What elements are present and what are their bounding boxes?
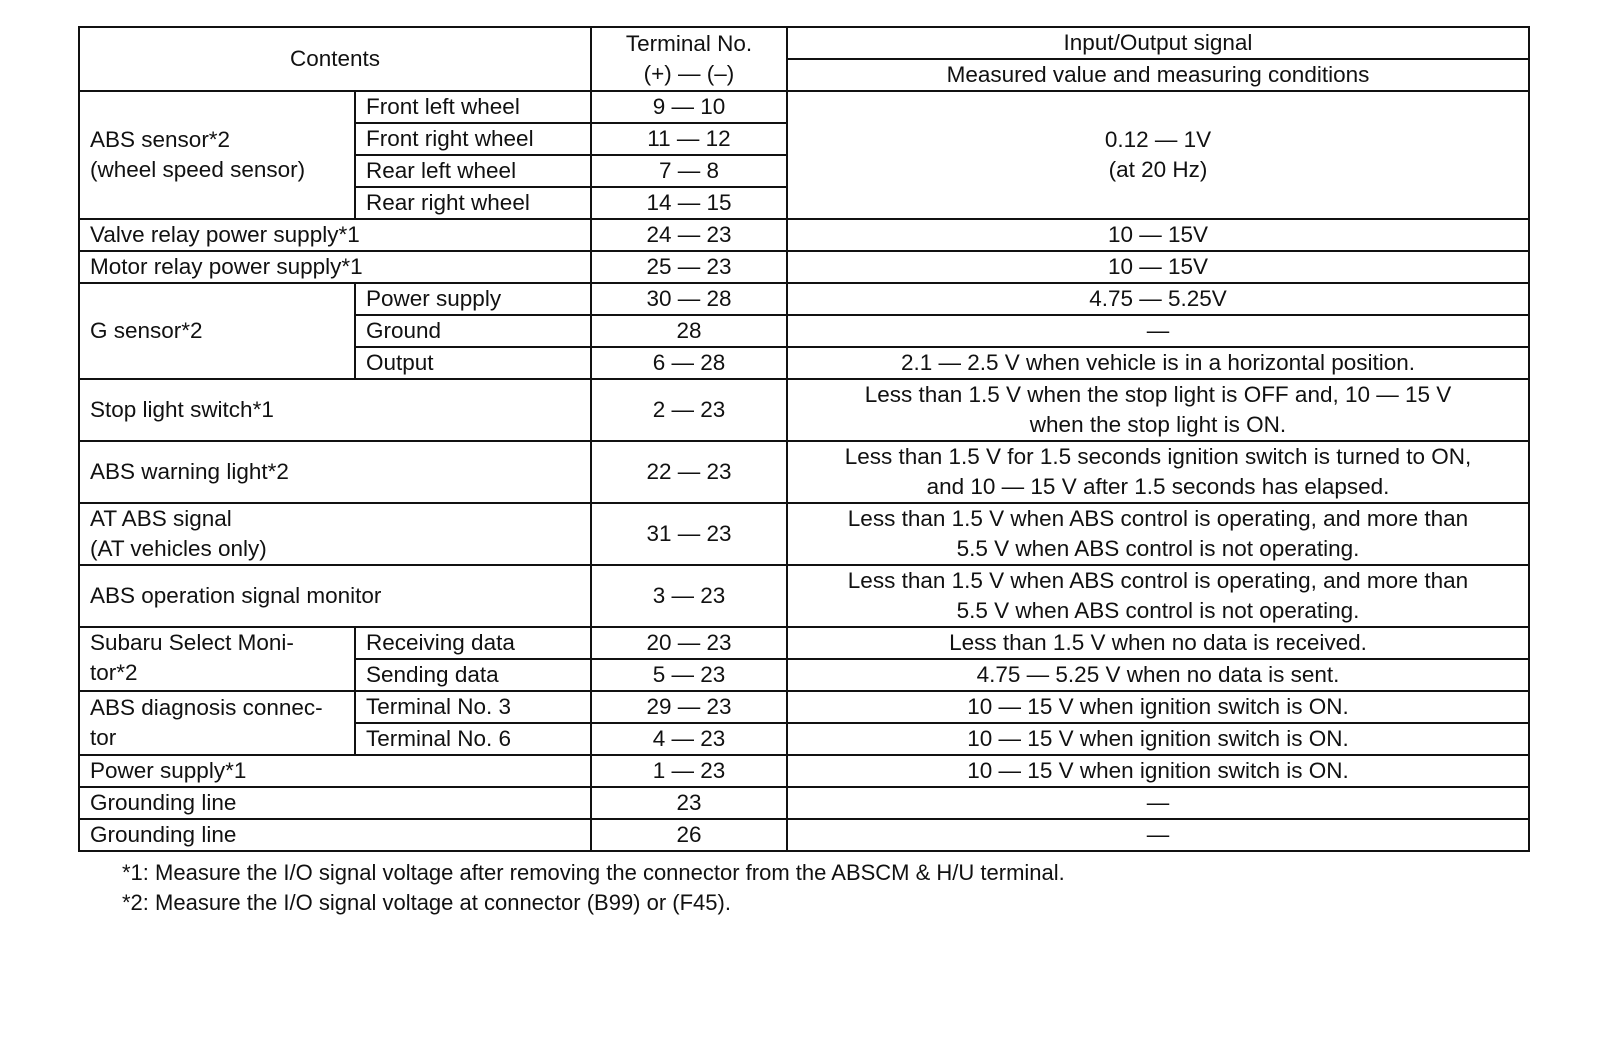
terminal-cell: 14 — 15 xyxy=(591,187,787,219)
abs-diag-label-line2: tor xyxy=(90,725,117,750)
terminal-cell: 31 — 23 xyxy=(591,503,787,565)
terminal-cell: 20 — 23 xyxy=(591,627,787,659)
table-row xyxy=(79,787,1529,819)
terminal-cell: 30 — 28 xyxy=(591,283,787,315)
terminal-cell: 22 — 23 xyxy=(591,441,787,503)
subaru-monitor-label-line1: Subaru Select Moni- xyxy=(90,630,294,655)
value-cell: 10 — 15 V when ignition switch is ON. xyxy=(787,755,1529,787)
value-cell: — xyxy=(787,787,1529,819)
table-row xyxy=(79,251,1529,283)
header-measured: Measured value and measuring conditions xyxy=(787,59,1529,91)
spec-document xyxy=(78,26,1528,918)
terminal-cell: 24 — 23 xyxy=(591,219,787,251)
value-line1: Less than 1.5 V when ABS control is operating, and more than xyxy=(847,568,1469,593)
sub-label: Rear right wheel xyxy=(355,187,591,219)
row-label: Power supply*1 xyxy=(79,755,591,787)
terminal-cell: 26 xyxy=(591,819,787,851)
abs-diag-label-line1: ABS diagnosis connec- xyxy=(90,695,323,720)
table-row xyxy=(79,503,1529,565)
table-row xyxy=(79,91,1529,123)
sub-label: Front left wheel xyxy=(355,91,591,123)
sub-label: Terminal No. 3 xyxy=(355,691,591,723)
header-io-signal: Input/Output signal xyxy=(787,27,1529,59)
terminal-cell: 29 — 23 xyxy=(591,691,787,723)
table-row xyxy=(79,379,1529,441)
table-row xyxy=(79,627,1529,659)
terminal-cell: 23 xyxy=(591,787,787,819)
table-row xyxy=(79,219,1529,251)
footnote-2: *2: Measure the I/O signal voltage at connector (B99) or (F45). xyxy=(122,890,731,915)
subaru-monitor-label xyxy=(79,627,355,691)
terminal-cell: 28 xyxy=(591,315,787,347)
abs-sensor-label-line2: (wheel speed sensor) xyxy=(90,157,306,182)
abs-sensor-value-line1: 0.12 — 1V xyxy=(1104,127,1212,152)
value-cell: Less than 1.5 V when no data is received. xyxy=(787,627,1529,659)
row-label: ABS warning light*2 xyxy=(79,441,591,503)
sub-label: Output xyxy=(355,347,591,379)
table-row xyxy=(79,441,1529,503)
terminal-cell: 7 — 8 xyxy=(591,155,787,187)
value-cell: 10 — 15 V when ignition switch is ON. xyxy=(787,723,1529,755)
row-label: Grounding line xyxy=(79,787,591,819)
value-cell: 2.1 — 2.5 V when vehicle is in a horizontal position. xyxy=(787,347,1529,379)
sub-label: Front right wheel xyxy=(355,123,591,155)
value-cell xyxy=(787,441,1529,503)
terminal-cell: 5 — 23 xyxy=(591,659,787,691)
value-line1: Less than 1.5 V for 1.5 seconds ignition switch is turned to ON, xyxy=(844,444,1472,469)
value-cell xyxy=(787,503,1529,565)
value-cell: — xyxy=(787,819,1529,851)
abs-sensor-label-line1: ABS sensor*2 xyxy=(90,127,231,152)
value-line1: Less than 1.5 V when the stop light is OFF and, 10 — 15 V xyxy=(864,382,1452,407)
abs-sensor-value-line2: (at 20 Hz) xyxy=(1108,157,1208,182)
value-line1: Less than 1.5 V when ABS control is operating, and more than xyxy=(847,506,1469,531)
header-terminal-line1: Terminal No. xyxy=(625,31,753,56)
value-cell: 10 — 15 V when ignition switch is ON. xyxy=(787,691,1529,723)
value-cell: 4.75 — 5.25V xyxy=(787,283,1529,315)
table-row xyxy=(79,819,1529,851)
header-row xyxy=(79,27,1529,59)
abs-diag-label xyxy=(79,691,355,755)
terminal-cell: 1 — 23 xyxy=(591,755,787,787)
row-label xyxy=(79,503,591,565)
value-cell xyxy=(787,565,1529,627)
terminal-cell: 2 — 23 xyxy=(591,379,787,441)
value-line2: 5.5 V when ABS control is not operating. xyxy=(956,536,1360,561)
terminal-cell: 3 — 23 xyxy=(591,565,787,627)
table-row xyxy=(79,691,1529,723)
header-terminal xyxy=(591,27,787,91)
value-cell: 10 — 15V xyxy=(787,219,1529,251)
table-row xyxy=(79,565,1529,627)
row-label-line2: (AT vehicles only) xyxy=(90,536,267,561)
row-label: Motor relay power supply*1 xyxy=(79,251,591,283)
row-label: ABS operation signal monitor xyxy=(79,565,591,627)
terminal-cell: 9 — 10 xyxy=(591,91,787,123)
row-label-line1: AT ABS signal xyxy=(90,506,232,531)
abs-sensor-label xyxy=(79,91,355,219)
footnote-1: *1: Measure the I/O signal voltage after removing the connector from the ABSCM & H/U terminal. xyxy=(122,860,1065,885)
sub-label: Power supply xyxy=(355,283,591,315)
value-line2: 5.5 V when ABS control is not operating. xyxy=(956,598,1360,623)
sub-label: Ground xyxy=(355,315,591,347)
value-cell: 10 — 15V xyxy=(787,251,1529,283)
table-row xyxy=(79,755,1529,787)
row-label: Valve relay power supply*1 xyxy=(79,219,591,251)
terminal-cell: 11 — 12 xyxy=(591,123,787,155)
sub-label: Sending data xyxy=(355,659,591,691)
terminal-cell: 4 — 23 xyxy=(591,723,787,755)
value-cell: — xyxy=(787,315,1529,347)
table-row xyxy=(79,283,1529,315)
header-terminal-line2: (+) — (–) xyxy=(643,61,735,86)
sub-label: Terminal No. 6 xyxy=(355,723,591,755)
sub-label: Receiving data xyxy=(355,627,591,659)
header-contents: Contents xyxy=(79,27,591,91)
value-line2: when the stop light is ON. xyxy=(1029,412,1287,437)
terminal-cell: 25 — 23 xyxy=(591,251,787,283)
row-label: Grounding line xyxy=(79,819,591,851)
subaru-monitor-label-line2: tor*2 xyxy=(90,660,138,685)
g-sensor-label: G sensor*2 xyxy=(79,283,355,379)
row-label: Stop light switch*1 xyxy=(79,379,591,441)
io-signal-table xyxy=(78,26,1530,852)
sub-label: Rear left wheel xyxy=(355,155,591,187)
value-line2: and 10 — 15 V after 1.5 seconds has elapsed. xyxy=(926,474,1390,499)
value-cell: 4.75 — 5.25 V when no data is sent. xyxy=(787,659,1529,691)
value-cell xyxy=(787,379,1529,441)
terminal-cell: 6 — 28 xyxy=(591,347,787,379)
abs-sensor-value xyxy=(787,91,1529,219)
footnotes xyxy=(78,858,1528,918)
